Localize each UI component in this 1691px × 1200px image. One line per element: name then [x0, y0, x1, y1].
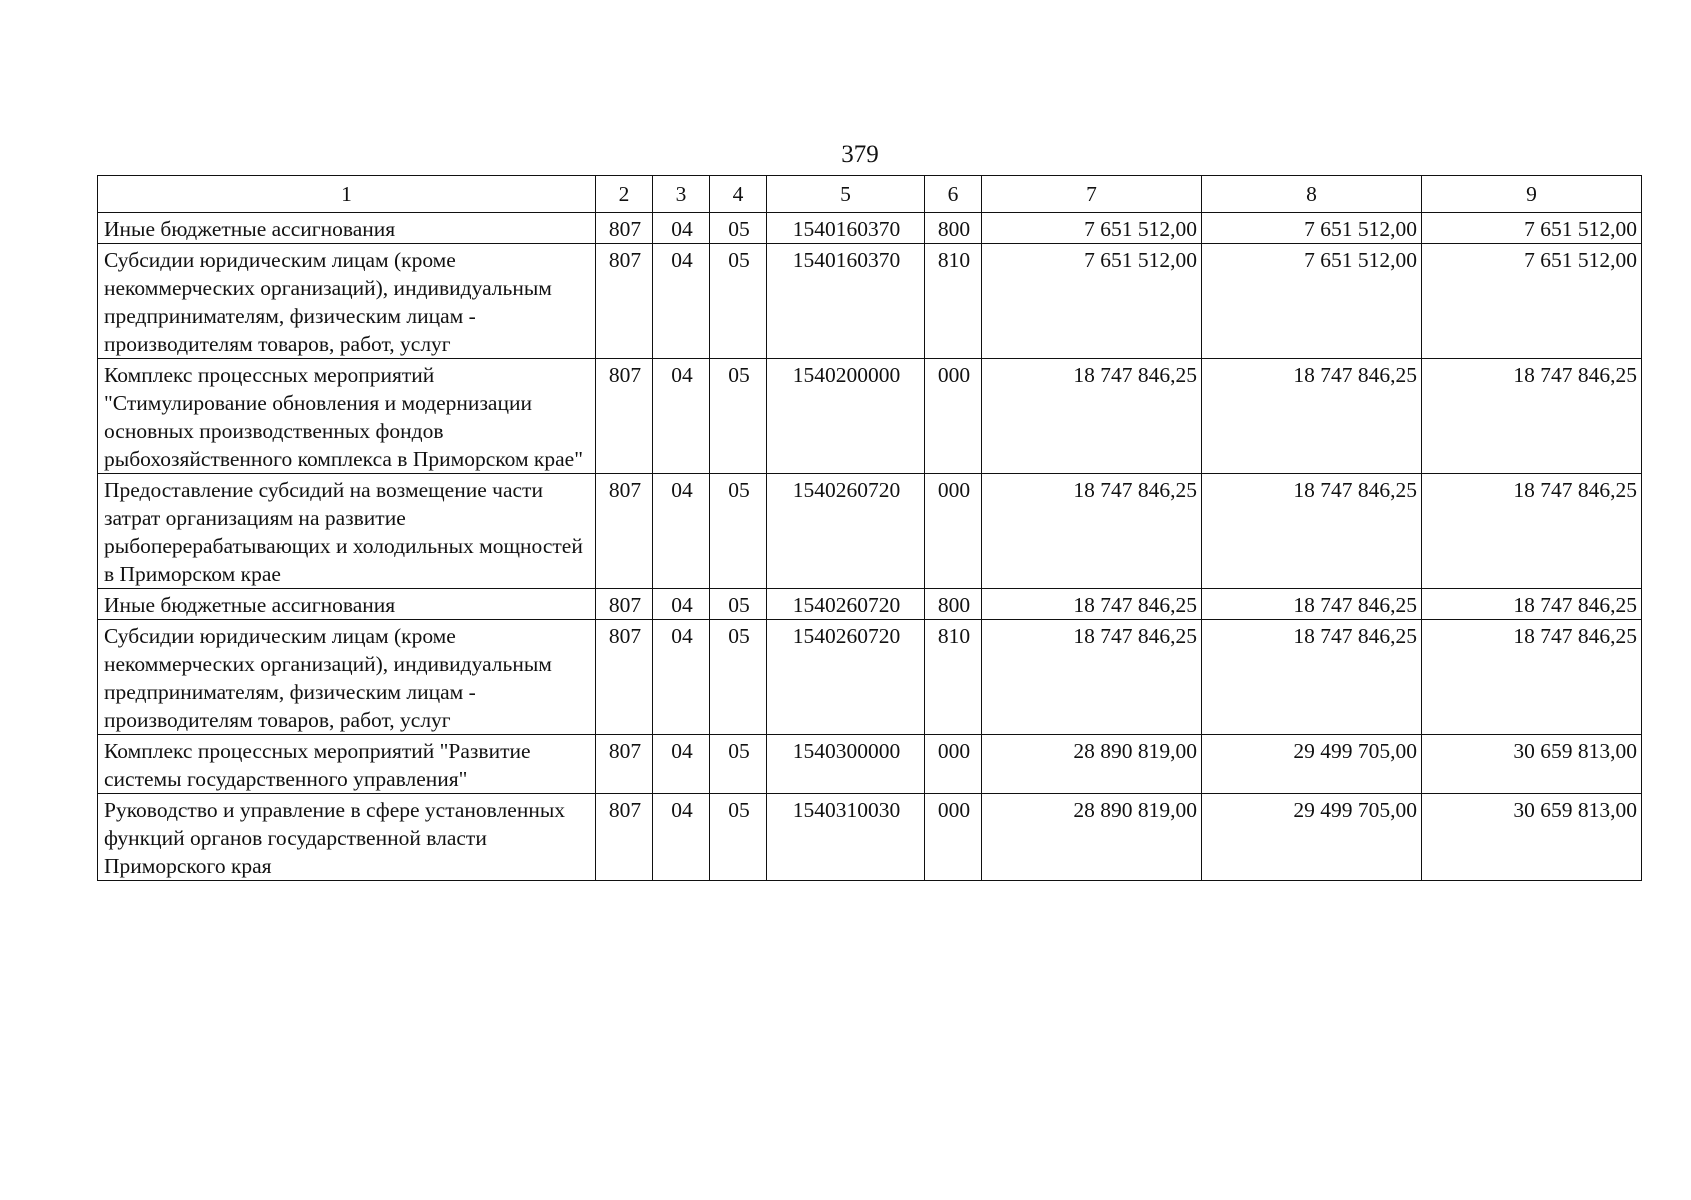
table-row: [98, 794, 1642, 881]
section-code: 04: [653, 735, 710, 794]
amount-col-8: 18 747 846,25: [1202, 474, 1422, 589]
subsection-code: 05: [710, 244, 767, 359]
section-code: 04: [653, 359, 710, 474]
subsection-code: 05: [710, 794, 767, 881]
amount-col-7: 18 747 846,25: [982, 474, 1202, 589]
section-code: 04: [653, 589, 710, 620]
section-code: 04: [653, 620, 710, 735]
amount-col-7: 18 747 846,25: [982, 589, 1202, 620]
amount-col-8: 18 747 846,25: [1202, 620, 1422, 735]
table-row: [98, 735, 1642, 794]
table-row: [98, 244, 1642, 359]
column-header: 2: [596, 176, 653, 213]
ministry-code: 807: [596, 620, 653, 735]
amount-col-9: 30 659 813,00: [1422, 735, 1642, 794]
ministry-code: 807: [596, 794, 653, 881]
ministry-code: 807: [596, 589, 653, 620]
target-article-code: 1540160370: [767, 244, 925, 359]
header-row: [98, 176, 1642, 213]
budget-table: [97, 175, 1642, 881]
column-header: 6: [925, 176, 982, 213]
column-header: 7: [982, 176, 1202, 213]
expense-type-code: 810: [925, 620, 982, 735]
subsection-code: 05: [710, 474, 767, 589]
expense-type-code: 810: [925, 244, 982, 359]
table-row: [98, 620, 1642, 735]
amount-col-9: 18 747 846,25: [1422, 474, 1642, 589]
expense-type-code: 800: [925, 589, 982, 620]
amount-col-8: 7 651 512,00: [1202, 244, 1422, 359]
column-header: 5: [767, 176, 925, 213]
subsection-code: 05: [710, 359, 767, 474]
amount-col-9: 7 651 512,00: [1422, 244, 1642, 359]
amount-col-9: 18 747 846,25: [1422, 359, 1642, 474]
ministry-code: 807: [596, 213, 653, 244]
target-article-code: 1540200000: [767, 359, 925, 474]
target-article-code: 1540300000: [767, 735, 925, 794]
column-header: 4: [710, 176, 767, 213]
amount-col-8: 18 747 846,25: [1202, 589, 1422, 620]
row-name: Предоставление субсидий на возмещение части затрат организациям на развитие рыбоперерабатывающих и холодильных мощностей в Приморском крае: [98, 474, 596, 589]
section-code: 04: [653, 794, 710, 881]
row-name: Комплекс процессных мероприятий "Стимулирование обновления и модернизации основных производственных фондов рыбохозяйственного комплекса в Приморском крае": [98, 359, 596, 474]
table-row: [98, 359, 1642, 474]
amount-col-8: 7 651 512,00: [1202, 213, 1422, 244]
ministry-code: 807: [596, 244, 653, 359]
subsection-code: 05: [710, 620, 767, 735]
expense-type-code: 000: [925, 794, 982, 881]
amount-col-8: 18 747 846,25: [1202, 359, 1422, 474]
amount-col-9: 18 747 846,25: [1422, 589, 1642, 620]
table-row: [98, 474, 1642, 589]
target-article-code: 1540260720: [767, 474, 925, 589]
subsection-code: 05: [710, 735, 767, 794]
section-code: 04: [653, 244, 710, 359]
subsection-code: 05: [710, 589, 767, 620]
target-article-code: 1540160370: [767, 213, 925, 244]
expense-type-code: 000: [925, 359, 982, 474]
row-name: Руководство и управление в сфере установленных функций органов государственной власти Приморского края: [98, 794, 596, 881]
ministry-code: 807: [596, 359, 653, 474]
ministry-code: 807: [596, 735, 653, 794]
target-article-code: 1540260720: [767, 589, 925, 620]
amount-col-9: 7 651 512,00: [1422, 213, 1642, 244]
row-name: Иные бюджетные ассигнования: [98, 589, 596, 620]
amount-col-7: 18 747 846,25: [982, 620, 1202, 735]
column-header: 8: [1202, 176, 1422, 213]
section-code: 04: [653, 213, 710, 244]
amount-col-7: 7 651 512,00: [982, 213, 1202, 244]
section-code: 04: [653, 474, 710, 589]
amount-col-7: 7 651 512,00: [982, 244, 1202, 359]
amount-col-9: 30 659 813,00: [1422, 794, 1642, 881]
table-row: [98, 589, 1642, 620]
row-name: Субсидии юридическим лицам (кроме некоммерческих организаций), индивидуальным предпринимателям, физическим лицам - производителям товаров, работ, услуг: [98, 244, 596, 359]
amount-col-7: 18 747 846,25: [982, 359, 1202, 474]
row-name: Комплекс процессных мероприятий "Развитие системы государственного управления": [98, 735, 596, 794]
expense-type-code: 000: [925, 735, 982, 794]
row-name: Субсидии юридическим лицам (кроме некоммерческих организаций), индивидуальным предпринимателям, физическим лицам - производителям товаров, работ, услуг: [98, 620, 596, 735]
target-article-code: 1540260720: [767, 620, 925, 735]
amount-col-8: 29 499 705,00: [1202, 735, 1422, 794]
amount-col-8: 29 499 705,00: [1202, 794, 1422, 881]
column-header: 1: [98, 176, 596, 213]
page-number: 379: [841, 141, 879, 168]
amount-col-7: 28 890 819,00: [982, 794, 1202, 881]
ministry-code: 807: [596, 474, 653, 589]
table-row: [98, 213, 1642, 244]
target-article-code: 1540310030: [767, 794, 925, 881]
column-header: 3: [653, 176, 710, 213]
amount-col-7: 28 890 819,00: [982, 735, 1202, 794]
row-name: Иные бюджетные ассигнования: [98, 213, 596, 244]
column-header: 9: [1422, 176, 1642, 213]
amount-col-9: 18 747 846,25: [1422, 620, 1642, 735]
subsection-code: 05: [710, 213, 767, 244]
expense-type-code: 000: [925, 474, 982, 589]
expense-type-code: 800: [925, 213, 982, 244]
